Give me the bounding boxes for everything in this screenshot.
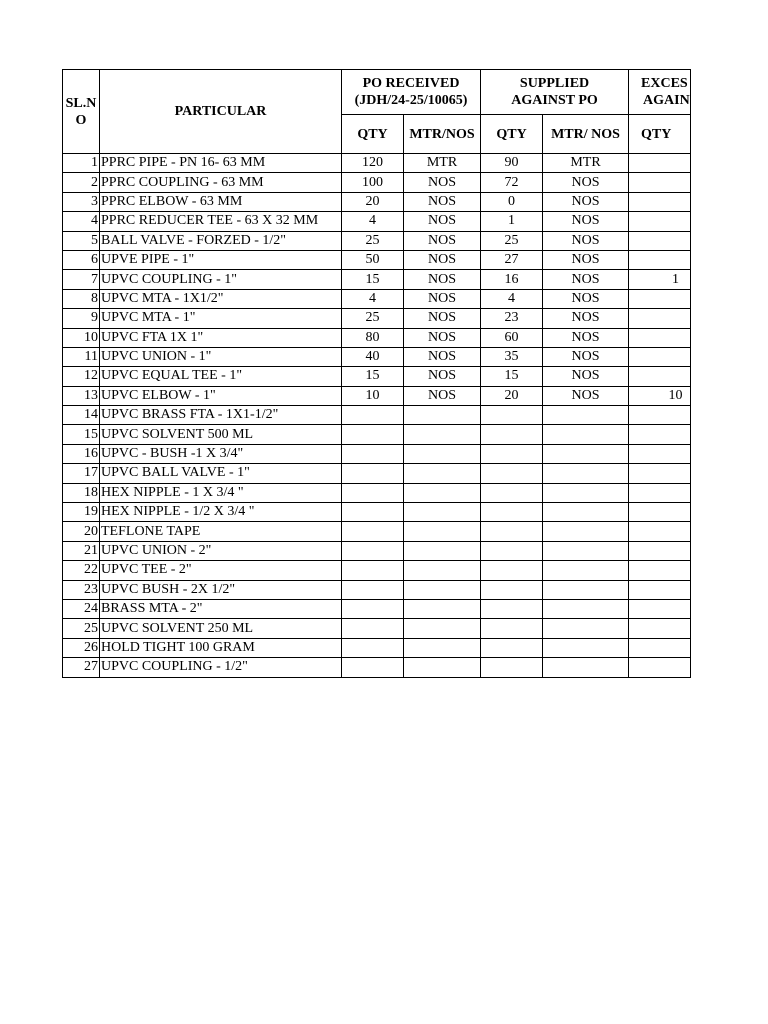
cell-po-unit: NOS [404,212,481,231]
cell-po-qty: 20 [342,192,404,211]
cell-slno: 25 [63,619,100,638]
cell-particular: PPRC PIPE - PN 16- 63 MM [100,154,342,173]
table-row [63,386,691,405]
cell-slno: 4 [63,212,100,231]
header-po-received-line2: (JDH/24-25/10065) [354,93,468,108]
cell-sup-unit [543,561,629,580]
cell-exc-qty [629,406,690,425]
cell-sup-qty: 60 [481,328,543,347]
table-row [63,522,691,541]
cell-sup-qty [481,580,543,599]
cell-po-qty [342,406,404,425]
cell-sup-unit: NOS [543,328,629,347]
cell-particular: BALL VALVE - FORZED - 1/2" [100,231,342,250]
cell-po-qty: 15 [342,367,404,386]
cell-exc-qty [629,154,690,173]
cell-exc-qty [629,309,690,328]
cell-particular: UPVC UNION - 2" [100,541,342,560]
header-excess [629,70,690,115]
cell-po-unit: MTR [404,154,481,173]
cell-particular: HEX NIPPLE - 1 X 3/4 " [100,483,342,502]
table-row [63,541,691,560]
cell-sup-unit [543,483,629,502]
cell-exc-qty [629,599,690,618]
header-po-qty: QTY [342,115,404,154]
cell-particular: UPVC MTA - 1" [100,309,342,328]
cell-exc-qty [629,522,690,541]
table-row [63,347,691,366]
cell-po-unit: NOS [404,386,481,405]
table-row [63,309,691,328]
cell-po-qty [342,444,404,463]
cell-po-unit: NOS [404,231,481,250]
cell-slno: 11 [63,347,100,366]
table-row [63,483,691,502]
cell-sup-unit [543,541,629,560]
cell-sup-unit [543,425,629,444]
cell-sup-qty: 15 [481,367,543,386]
cell-particular: UPVC SOLVENT 250 ML [100,619,342,638]
cell-exc-qty: 10 [629,386,690,405]
cell-po-unit: NOS [404,289,481,308]
table-row [63,599,691,618]
table-row [63,367,691,386]
cell-slno: 19 [63,503,100,522]
cell-exc-qty [629,619,690,638]
cell-po-unit: NOS [404,192,481,211]
cell-sup-unit [543,658,629,677]
cell-slno: 8 [63,289,100,308]
cell-po-qty: 4 [342,212,404,231]
cell-sup-unit: NOS [543,231,629,250]
cell-po-qty: 120 [342,154,404,173]
cell-sup-unit: NOS [543,367,629,386]
cell-sup-qty [481,541,543,560]
table-row [63,212,691,231]
cell-sup-unit [543,503,629,522]
cell-po-unit [404,658,481,677]
cell-sup-qty [481,522,543,541]
cell-exc-qty [629,328,690,347]
cell-slno: 27 [63,658,100,677]
cell-particular: UPVC EQUAL TEE - 1" [100,367,342,386]
cell-slno: 3 [63,192,100,211]
cell-sup-unit [543,619,629,638]
cell-exc-qty [629,658,690,677]
cell-sup-unit [543,464,629,483]
cell-exc-qty [629,483,690,502]
cell-sup-qty: 23 [481,309,543,328]
table-row [63,406,691,425]
cell-po-qty [342,599,404,618]
cell-po-unit [404,561,481,580]
cell-po-unit [404,444,481,463]
cell-po-qty [342,464,404,483]
cell-sup-qty [481,464,543,483]
cell-particular: UPVC - BUSH -1 X 3/4" [100,444,342,463]
cell-slno: 6 [63,250,100,269]
cell-po-qty: 15 [342,270,404,289]
table-row [63,192,691,211]
cell-sup-unit: MTR [543,154,629,173]
cell-slno: 21 [63,541,100,560]
cell-particular: UPVC BALL VALVE - 1" [100,464,342,483]
cell-sup-unit [543,444,629,463]
cell-exc-qty [629,250,690,269]
cell-slno: 18 [63,483,100,502]
cell-exc-qty [629,367,690,386]
cell-particular: UPVE PIPE - 1" [100,250,342,269]
cell-sup-qty: 25 [481,231,543,250]
cell-exc-qty [629,425,690,444]
header-excess-line2: AGAIN [643,93,690,108]
cell-slno: 10 [63,328,100,347]
cell-particular: UPVC TEE - 2" [100,561,342,580]
cell-po-unit: NOS [404,309,481,328]
cell-po-unit [404,522,481,541]
cell-po-unit [404,483,481,502]
cell-sup-qty [481,503,543,522]
table-row [63,289,691,308]
cell-po-unit: NOS [404,270,481,289]
cell-particular: PPRC REDUCER TEE - 63 X 32 MM [100,212,342,231]
cell-particular: UPVC ELBOW - 1" [100,386,342,405]
cell-po-qty [342,483,404,502]
cell-sup-qty: 90 [481,154,543,173]
cell-slno: 5 [63,231,100,250]
cell-sup-qty: 16 [481,270,543,289]
cell-sup-qty [481,444,543,463]
table-row [63,250,691,269]
cell-po-unit [404,541,481,560]
cell-sup-unit: NOS [543,309,629,328]
cell-po-unit [404,638,481,657]
cell-po-unit: NOS [404,328,481,347]
cell-particular: UPVC BUSH - 2X 1/2" [100,580,342,599]
cell-po-unit [404,406,481,425]
table-row [63,270,691,289]
cell-particular: UPVC SOLVENT 500 ML [100,425,342,444]
cell-sup-unit: NOS [543,386,629,405]
header-sup-unit: MTR/ NOS [543,115,629,154]
cell-sup-qty [481,406,543,425]
cell-slno: 22 [63,561,100,580]
cell-sup-qty: 20 [481,386,543,405]
cell-sup-unit [543,406,629,425]
table-row [63,619,691,638]
table-row [63,580,691,599]
cell-particular: PPRC COUPLING - 63 MM [100,173,342,192]
cell-exc-qty [629,503,690,522]
table-row [63,328,691,347]
cell-po-qty [342,638,404,657]
table-row [63,444,691,463]
header-row-top [63,70,691,115]
cell-exc-qty [629,231,690,250]
header-supplied [481,70,629,115]
cell-slno: 26 [63,638,100,657]
cell-sup-qty [481,561,543,580]
cell-po-qty [342,503,404,522]
cell-particular: UPVC FTA 1X 1" [100,328,342,347]
cell-po-qty: 80 [342,328,404,347]
cell-po-qty: 25 [342,309,404,328]
cell-po-qty: 4 [342,289,404,308]
cell-po-unit: NOS [404,173,481,192]
cell-particular: HOLD TIGHT 100 GRAM [100,638,342,657]
cell-po-qty: 10 [342,386,404,405]
cell-sup-qty [481,638,543,657]
cell-sup-unit: NOS [543,173,629,192]
cell-po-qty: 100 [342,173,404,192]
header-po-received [342,70,481,115]
table-row [63,231,691,250]
cell-slno: 9 [63,309,100,328]
table-row [63,464,691,483]
cell-sup-unit [543,599,629,618]
table-row [63,173,691,192]
spreadsheet-area [62,69,690,678]
header-sup-qty: QTY [481,115,543,154]
cell-exc-qty [629,289,690,308]
cell-exc-qty: 1 [629,270,690,289]
cell-sup-unit [543,580,629,599]
cell-exc-qty [629,541,690,560]
cell-sup-qty [481,483,543,502]
cell-slno: 15 [63,425,100,444]
cell-po-qty: 50 [342,250,404,269]
cell-sup-unit: NOS [543,192,629,211]
cell-po-unit: NOS [404,347,481,366]
table-row [63,154,691,173]
cell-sup-unit: NOS [543,289,629,308]
cell-slno: 2 [63,173,100,192]
cell-sup-qty: 4 [481,289,543,308]
cell-slno: 13 [63,386,100,405]
cell-particular: PPRC ELBOW - 63 MM [100,192,342,211]
cell-particular: UPVC BRASS FTA - 1X1-1/2" [100,406,342,425]
header-particular: PARTICULAR [100,70,342,154]
cell-sup-unit: NOS [543,212,629,231]
header-supplied-line1: SUPPLIED [519,76,590,91]
cell-sup-qty [481,425,543,444]
cell-sup-unit: NOS [543,250,629,269]
cell-slno: 14 [63,406,100,425]
table-row [63,425,691,444]
cell-particular: UPVC UNION - 1" [100,347,342,366]
cell-po-qty: 25 [342,231,404,250]
cell-po-qty [342,619,404,638]
cell-po-unit [404,503,481,522]
cell-po-qty [342,561,404,580]
cell-sup-qty [481,619,543,638]
cell-po-unit: NOS [404,250,481,269]
cell-sup-qty: 1 [481,212,543,231]
header-slno: SL.N O [63,70,100,154]
cell-exc-qty [629,638,690,657]
cell-po-qty [342,580,404,599]
cell-sup-qty: 27 [481,250,543,269]
cell-slno: 16 [63,444,100,463]
cell-po-unit [404,464,481,483]
cell-sup-unit [543,638,629,657]
cell-exc-qty [629,561,690,580]
table-row [63,658,691,677]
cell-sup-unit [543,522,629,541]
cell-po-qty [342,522,404,541]
cell-po-unit [404,425,481,444]
cell-slno: 12 [63,367,100,386]
po-supply-table [62,69,690,678]
cell-po-unit [404,580,481,599]
cell-exc-qty [629,347,690,366]
cell-slno: 24 [63,599,100,618]
table-row [63,503,691,522]
cell-slno: 20 [63,522,100,541]
cell-exc-qty [629,580,690,599]
cell-po-qty [342,541,404,560]
cell-sup-qty: 72 [481,173,543,192]
header-excess-line1: EXCES [641,76,688,91]
cell-sup-unit: NOS [543,347,629,366]
header-exc-qty: QTY [629,115,690,154]
cell-exc-qty [629,212,690,231]
cell-exc-qty [629,464,690,483]
cell-po-qty [342,658,404,677]
cell-po-unit [404,599,481,618]
cell-slno: 17 [63,464,100,483]
cell-sup-unit: NOS [543,270,629,289]
cell-slno: 7 [63,270,100,289]
table-body [63,154,691,678]
cell-slno: 23 [63,580,100,599]
cell-slno: 1 [63,154,100,173]
table-row [63,561,691,580]
cell-sup-qty: 0 [481,192,543,211]
header-supplied-line2: AGAINST PO [511,93,598,108]
cell-particular: HEX NIPPLE - 1/2 X 3/4 " [100,503,342,522]
cell-particular: UPVC MTA - 1X1/2" [100,289,342,308]
cell-particular: BRASS MTA - 2" [100,599,342,618]
header-po-unit: MTR/NOS [404,115,481,154]
cell-exc-qty [629,444,690,463]
cell-sup-qty [481,658,543,677]
header-po-received-line1: PO RECEIVED [362,76,460,91]
cell-particular: TEFLONE TAPE [100,522,342,541]
cell-particular: UPVC COUPLING - 1" [100,270,342,289]
cell-po-qty: 40 [342,347,404,366]
cell-exc-qty [629,192,690,211]
cell-sup-qty [481,599,543,618]
cell-po-qty [342,425,404,444]
cell-po-unit: NOS [404,367,481,386]
cell-po-unit [404,619,481,638]
visible-column-edge [690,69,691,678]
cell-particular: UPVC COUPLING - 1/2" [100,658,342,677]
table-row [63,638,691,657]
cell-exc-qty [629,173,690,192]
cell-sup-qty: 35 [481,347,543,366]
